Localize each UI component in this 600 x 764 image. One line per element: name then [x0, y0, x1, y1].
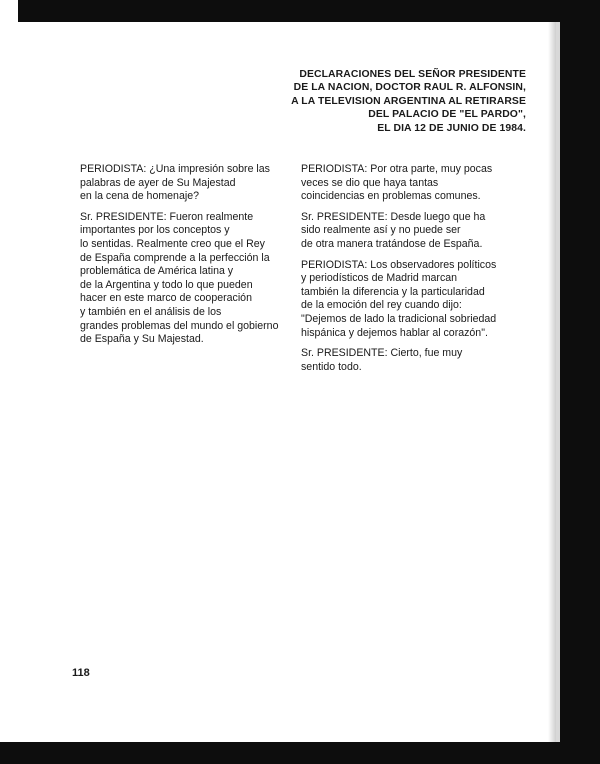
journalist-question	[301, 163, 519, 204]
text-line: de la Argentina y todo lo que pueden	[80, 278, 253, 291]
text-line: sentido todo.	[301, 360, 362, 373]
text-line: veces se dio que haya tantas	[301, 176, 439, 189]
heading-line: DEL PALACIO DE "EL PARDO",	[368, 109, 526, 121]
text-line: problemática de América latina y	[80, 265, 234, 278]
text-line: PERIODISTA: Los observadores políticos	[301, 258, 497, 271]
text-line: también la diferencia y la particularidad	[301, 285, 485, 298]
scan-border-bottom	[0, 742, 600, 764]
heading-line: DECLARACIONES DEL SEÑOR PRESIDENTE	[299, 69, 526, 80]
text-line: en la cena de homenaje?	[80, 190, 199, 203]
document-page	[18, 22, 560, 742]
president-answer	[80, 211, 286, 347]
text-line: Sr. PRESIDENTE: Cierto, fue muy	[301, 347, 463, 360]
journalist-question	[80, 163, 286, 204]
text-line: lo sentidas. Realmente creo que el Rey	[80, 237, 265, 250]
text-line: y también en el análisis de los	[80, 305, 222, 318]
text-line: palabras de ayer de Su Majestad	[80, 176, 236, 189]
text-line: de la emoción del rey cuando dijo:	[301, 299, 462, 312]
text-line: grandes problemas del mundo el gobierno	[80, 319, 279, 332]
text-line: de España comprende a la perfección la	[80, 251, 270, 264]
text-line: de España y Su Majestad.	[80, 333, 204, 346]
heading-line: DE LA NACION, DOCTOR RAUL R. ALFONSIN,	[293, 82, 526, 94]
document-heading	[226, 68, 526, 135]
scan-border-right	[556, 0, 600, 764]
text-line: importantes por los conceptos y	[80, 224, 230, 237]
scan-border-top	[18, 0, 600, 22]
text-line: hispánica y dejemos hablar al corazón".	[301, 326, 488, 339]
text-line: coincidencias en problemas comunes.	[301, 190, 481, 203]
heading-line: A LA TELEVISION ARGENTINA AL RETIRARSE	[291, 95, 526, 107]
president-answer	[301, 347, 519, 374]
text-line: de otra manera tratándose de España.	[301, 237, 483, 250]
right-column	[301, 163, 519, 381]
text-line: Sr. PRESIDENTE: Fueron realmente	[80, 210, 254, 223]
left-column	[80, 163, 286, 354]
text-line: sido realmente así y no puede ser	[301, 224, 461, 237]
heading-line: EL DIA 12 DE JUNIO DE 1984.	[377, 122, 526, 134]
text-line: Sr. PRESIDENTE: Desde luego que ha	[301, 210, 486, 223]
text-line: hacer en este marco de cooperación	[80, 292, 252, 305]
journalist-question	[301, 259, 519, 341]
text-line: PERIODISTA: Por otra parte, muy pocas	[301, 163, 493, 175]
page-number: 118	[72, 667, 90, 679]
text-line: "Dejemos de lado la tradicional sobriedad	[301, 312, 497, 325]
text-line: PERIODISTA: ¿Una impresión sobre las	[80, 163, 270, 175]
president-answer	[301, 211, 519, 252]
page-edge-shadow	[548, 22, 556, 742]
text-line: y periodísticos de Madrid marcan	[301, 272, 458, 285]
